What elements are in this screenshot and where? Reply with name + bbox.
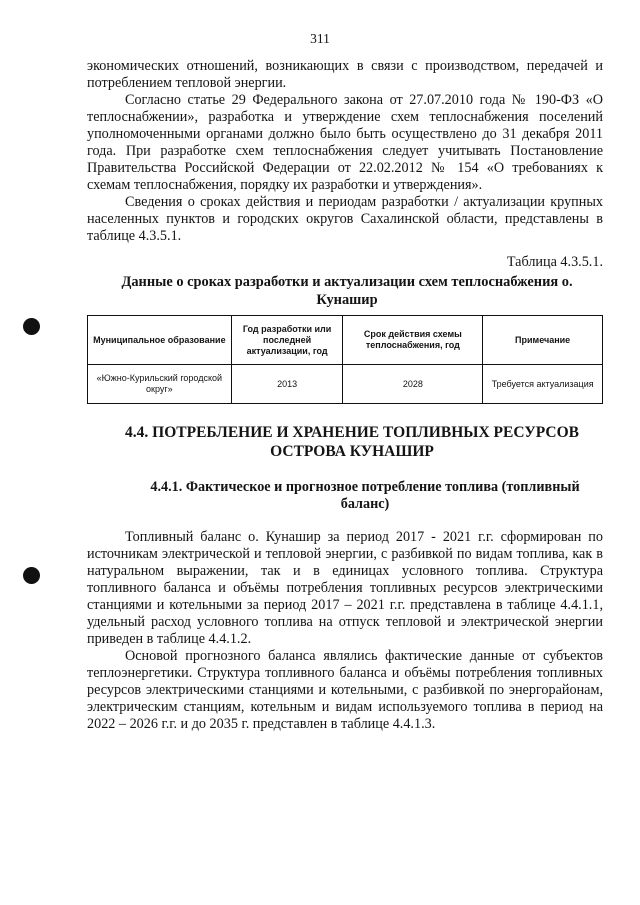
table-cell: 2028	[343, 365, 483, 404]
table-caption: Таблица 4.3.5.1.	[506, 254, 603, 270]
table-cell: 2013	[231, 365, 343, 404]
page-content	[87, 58, 603, 733]
paragraph: Согласно статье 29 Федерального закона от 27.07.2010 года № 190-ФЗ «О теплоснабжении», разработка и утверждение схем теплоснабжения поселений уполномоченными органами должно было быть осуществлено до 31 декабря 2011 года. При разработке схем теплоснабжения следует учитывать Постановление Правительства Российской Федерации от 22.02.2012 № 154 «О требованиях к схемам теплоснабжения, порядку их разработки и утверждения».	[87, 92, 603, 193]
section-heading: 4.4. ПОТРЕБЛЕНИЕ И ХРАНЕНИЕ ТОПЛИВНЫХ РЕСУРСОВ ОСТРОВА КУНАШИР	[125, 424, 579, 460]
paragraph: экономических отношений, возникающих в связи с производством, передачей и потреблением тепловой энергии.	[87, 58, 603, 91]
page-number: 311	[310, 31, 330, 46]
column-header-validity: Срок действия схемы теплоснабжения, год	[343, 316, 483, 365]
subsection-heading: 4.4.1. Фактическое и прогнозное потребление топлива (топливный баланс)	[150, 479, 580, 512]
column-header-municipality: Муниципальное образование	[88, 316, 232, 365]
data-table	[87, 315, 603, 404]
table-title: Данные о сроках разработки и актуализации схем теплоснабжения о. Кунашир	[121, 274, 573, 308]
paragraph: Сведения о сроках действия и периодам разработки / актуализации крупных населенных пунктов и городских округов Сахалинской области, представлены в таблице 4.3.5.1.	[87, 194, 603, 244]
table-cell: «Южно-Курильский городской округ»	[88, 365, 232, 404]
column-header-note: Примечание	[483, 316, 603, 365]
paragraph: Основой прогнозного баланса являлись фактические данные от субъектов теплоэнергетики. Структура топливного баланса и объёмы потребления топливных ресурсов электрическими станциями и котельными, с разбивкой по энергорайонам, электрическим станциям, котельным и видам используемого топлива в период на 2022 – 2026 г.г. и до 2035 г. представлен в таблице 4.4.1.3.	[87, 648, 603, 732]
paragraph: Топливный баланс о. Кунашир за период 2017 - 2021 г.г. сформирован по источникам электрической и тепловой энергии, с разбивкой по видам топлива, как в натуральном выражении, так и в единицах условного топлива. Структура топливного баланса и объёмы потребления топливных ресурсов электрическими станциями и котельными за период 2017 – 2021 г.г. представлена в таблице 4.4.1.1, удельный расход условного топлива на отпуск тепловой и электрической энергии приведен в таблице 4.4.1.2.	[87, 529, 603, 647]
punch-hole	[23, 567, 40, 584]
table-cell: Требуется актуализация	[483, 365, 603, 404]
punch-hole	[23, 318, 40, 335]
table-header-row	[88, 316, 603, 365]
table-row	[88, 365, 603, 404]
column-header-year: Год разработки или последней актуализации, год	[231, 316, 343, 365]
